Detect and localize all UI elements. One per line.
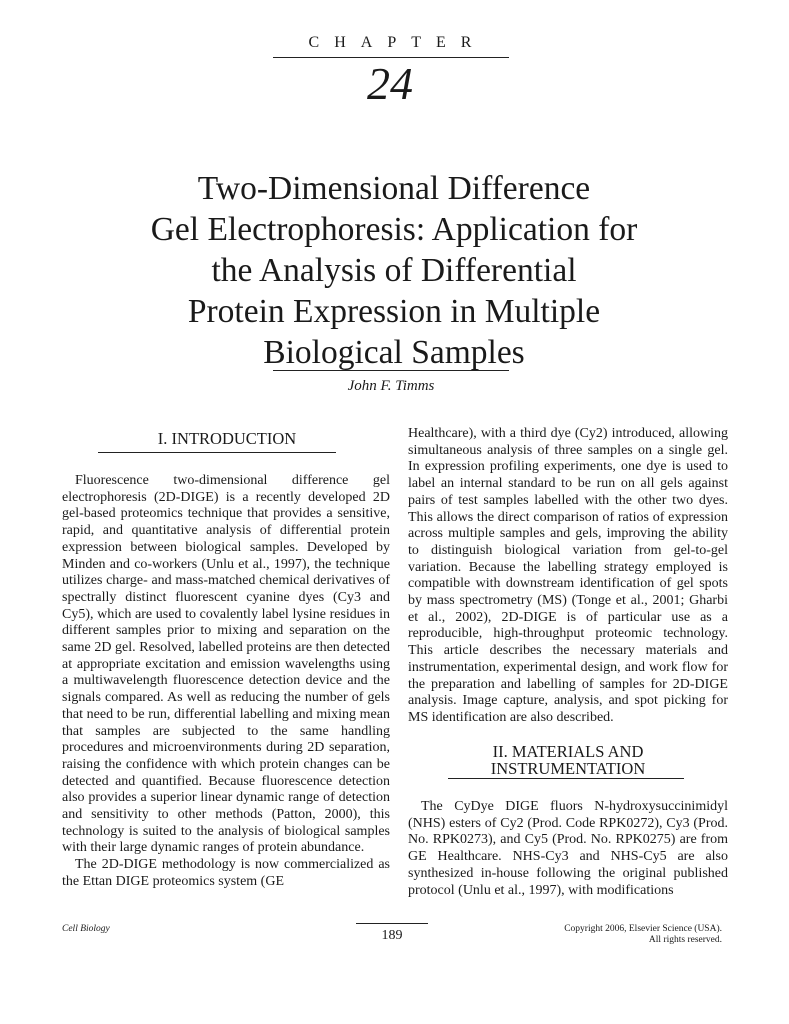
title-line-4: Protein Expression in Multiple (187, 293, 601, 330)
section-rule-introduction (98, 452, 336, 453)
chapter-label: CHAPTER (308, 34, 487, 51)
materials-heading-line-2: INSTRUMENTATION (490, 759, 646, 778)
intro-paragraph-2-continued: Healthcare), with a third dye (Cy2) introduced, allowing simultaneous analysis of three samples on a single gel. In expression profiling experiments, one dye is used to label an internal standard to be run on all gels against pairs of test samples labelled with the other two dyes. This allows the direct comparison of ratios of expression across multiple samples and gels, improving the ability to distinguish biological variation from gel-to-gel variation. Because the labelling strategy employed is compatible with downstream identification of gel spots by mass spectrometry (MS) (Tonge et al., 2001; Gharbi et al., 2002), 2D-DIGE is of particular use as a reproducible, high-throughput proteomic technology. This article describes the necessary materials and instrumentation, experimental design, and work flow for the preparation and labelling of samples for 2D-DIGE analysis. Image capture, analysis, and spot picking for MS identification are also described. (408, 426, 728, 725)
section-heading-materials (408, 743, 728, 777)
title-line-3: the Analysis of Differential (211, 252, 577, 289)
section-heading-introduction: I. INTRODUCTION (157, 429, 297, 448)
author-name: John F. Timms (347, 378, 435, 394)
section-rule-materials (448, 778, 684, 779)
page-number: 189 (381, 928, 403, 943)
footer-rule (356, 923, 428, 924)
title-line-5: Biological Samples (263, 334, 525, 371)
chapter-number: 24 (367, 58, 413, 109)
intro-paragraph-1: Fluorescence two-dimensional difference gel electrophoresis (2D-DIGE) is a recently developed 2D gel-based proteomics technique that provides a sensitive, rapid, and quantitative analysis of differential protein expression between biological samples. Developed by Minden and co-workers (Unlu et al., 1997), the technique utilizes charge- and mass-matched chemical derivatives of spectrally distinct fluorescent cyanine dyes (Cy3 and Cy5), which are used to covalently label lysine residues in different samples prior to mixing and separation on the same 2D gel. Resolved, labelled proteins are then detected at appropriate excitation and emission wavelengths using a multiwavelength fluorescence detection device and the signals compared. As well as reducing the number of gels that need to be run, differential labelling and mixing mean that samples are subjected to the same handling procedures and microenvironments during 2D separation, raising the confidence with which protein changes can be detected and quantified. Because fluorescence detection also provides a superior linear dynamic range of detection and sensitivity to other methods (Patton, 2000), this technology is suited to the analysis of biological samples with their large dynamic ranges of protein abundance. (62, 473, 390, 856)
footer-book-title: Cell Biology (62, 924, 110, 934)
copyright-line-1: Copyright 2006, Elsevier Science (USA). (564, 924, 722, 934)
title-rule (273, 370, 509, 371)
footer-copyright (540, 924, 722, 946)
title-line-2: Gel Electrophoresis: Application for (150, 211, 638, 248)
right-column-bottom (408, 799, 728, 899)
materials-heading-line-1: II. MATERIALS AND (492, 742, 644, 761)
title-line-1: Two-Dimensional Difference (197, 170, 591, 207)
left-column (62, 473, 390, 891)
copyright-line-2: All rights reserved. (648, 935, 722, 945)
intro-paragraph-2: The 2D-DIGE methodology is now commercialized as the Ettan DIGE proteomics system (GE (62, 857, 390, 889)
materials-paragraph-1: The CyDye DIGE fluors N-hydroxysuccinimidyl (NHS) esters of Cy2 (Prod. Code RPK0272), Cy3 (Prod. No. RPK0273), and Cy5 (Prod. No. RPK0275) are from GE Healthcare. NHS-Cy3 and NHS-Cy5 are also synthesized in-house following the original published protocol (Unlu et al., 1997), with modifications (408, 799, 728, 898)
right-column-top (408, 426, 728, 727)
chapter-title (80, 168, 708, 373)
